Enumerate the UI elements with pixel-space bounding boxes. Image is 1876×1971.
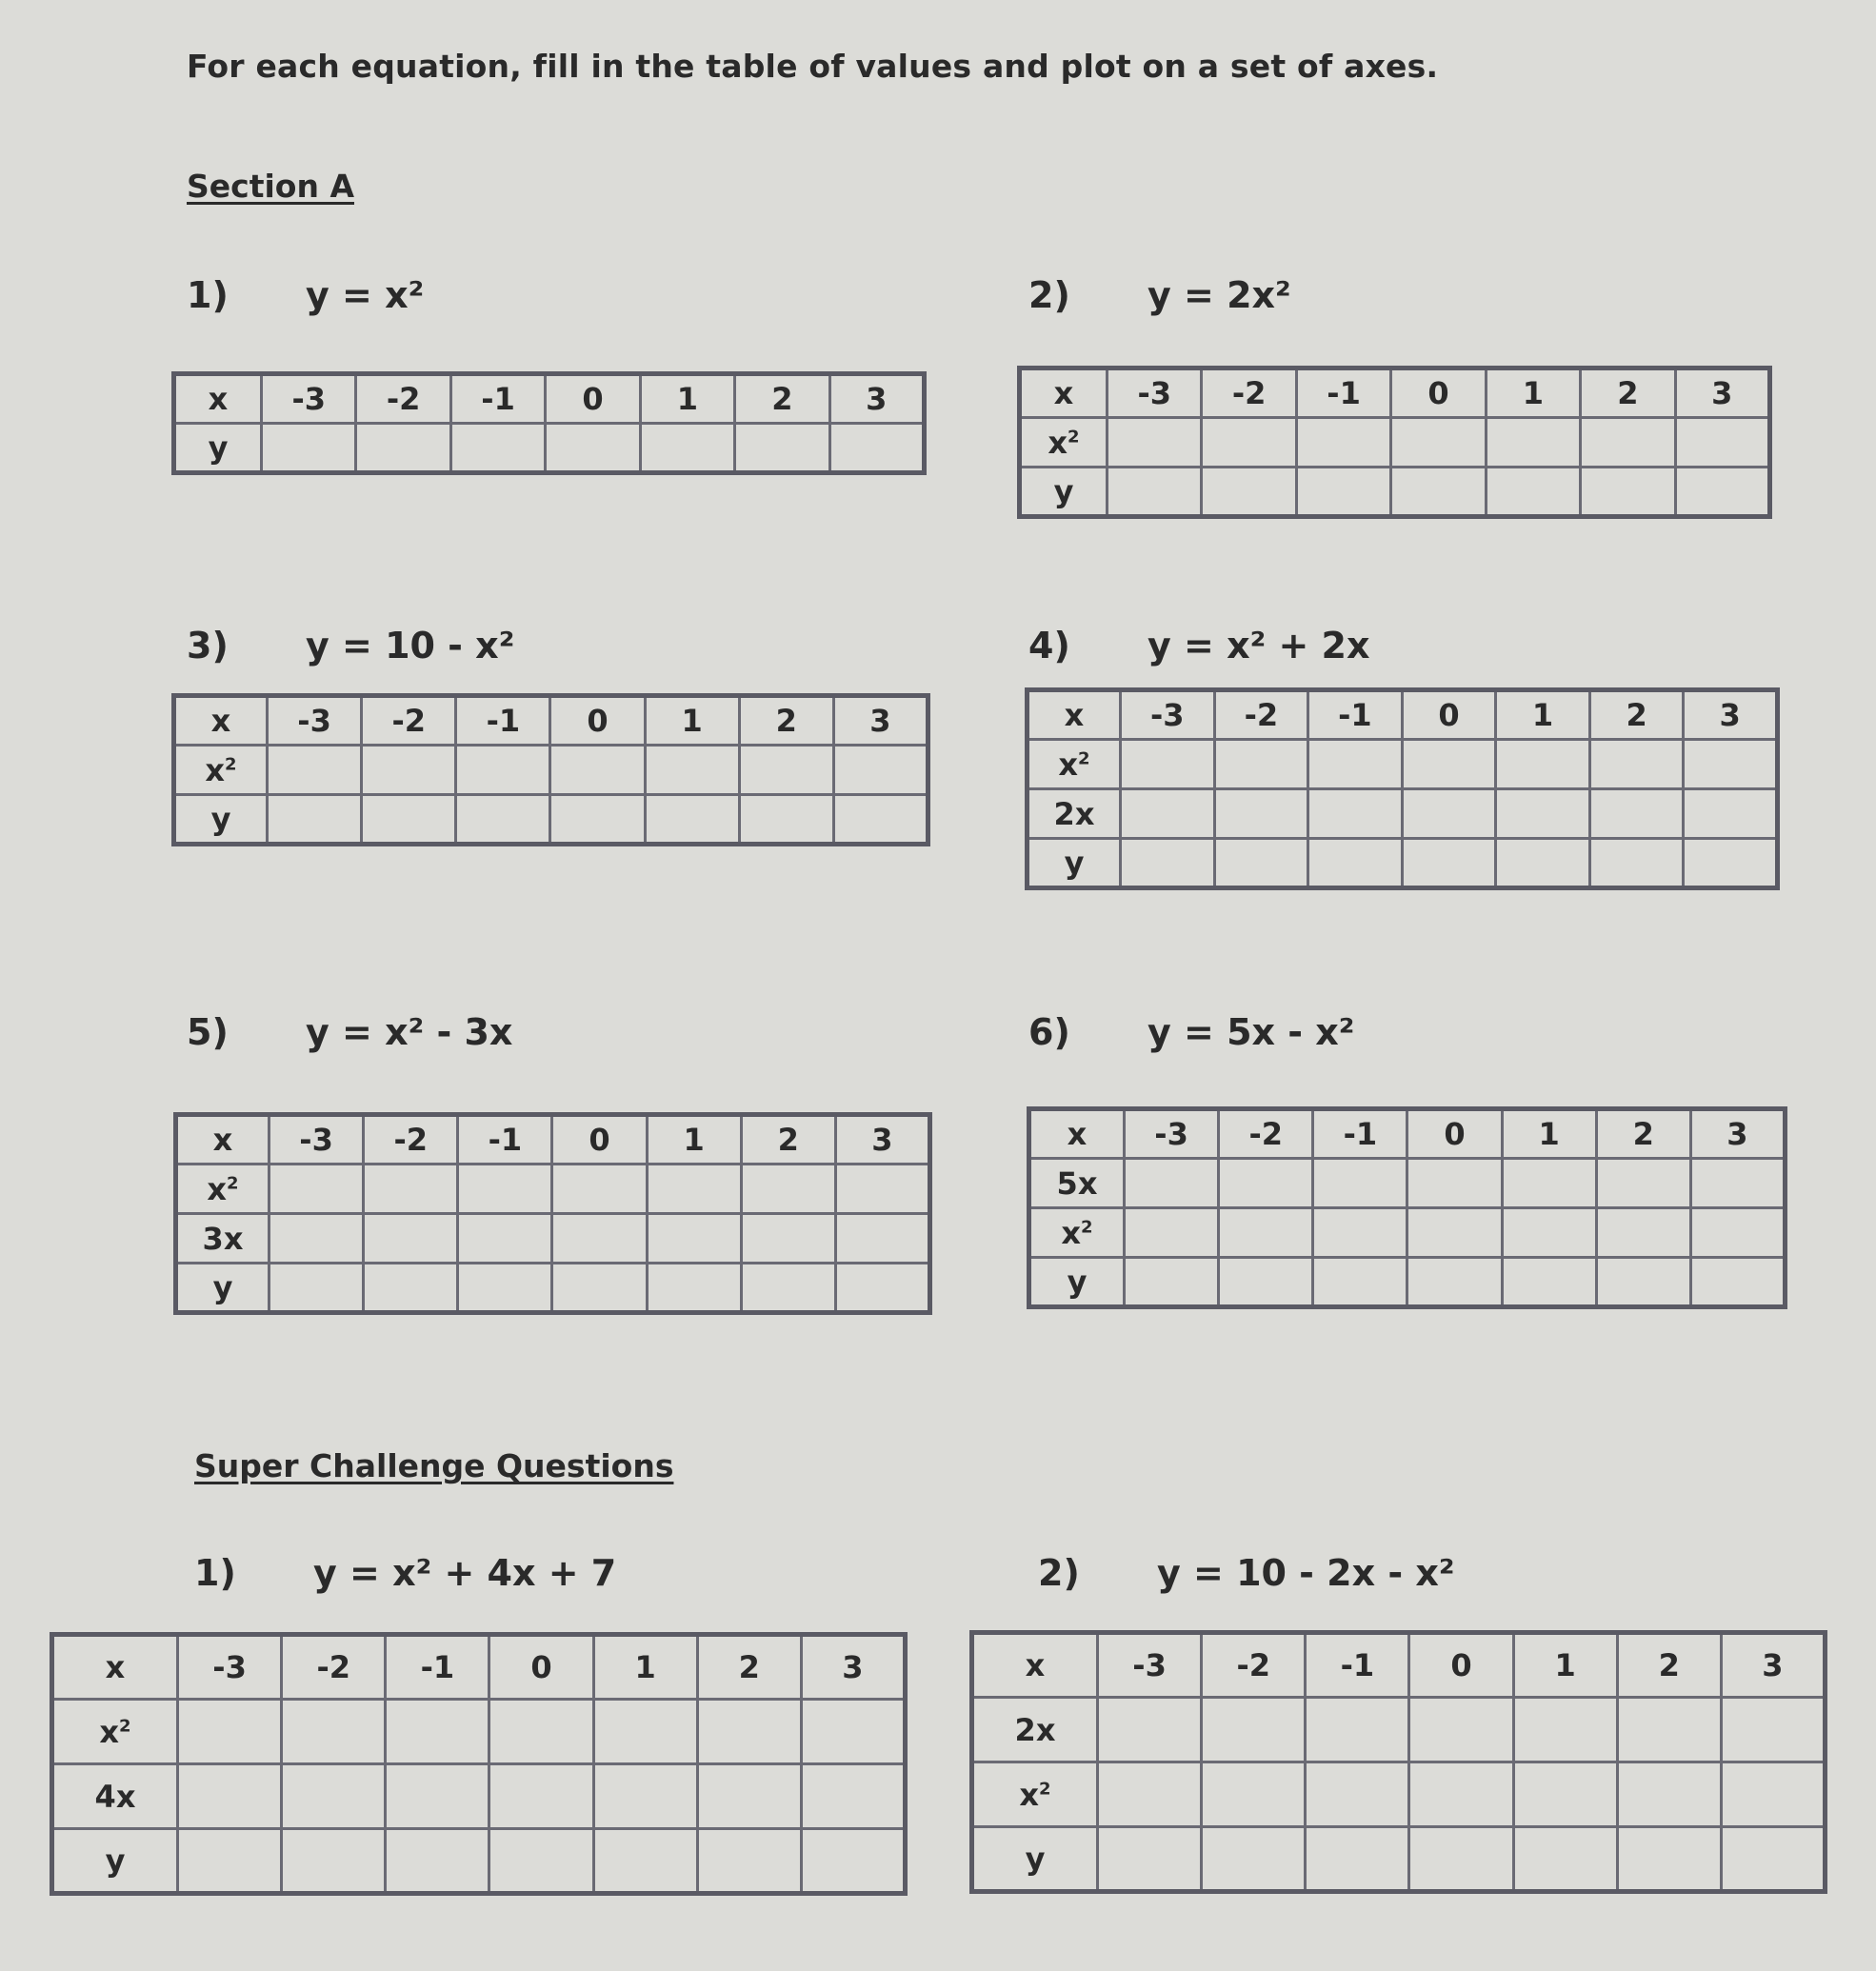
x-value-cell: -1	[1296, 368, 1390, 418]
x-value-cell: -3	[1125, 1109, 1219, 1159]
answer-cell[interactable]	[1721, 1827, 1825, 1892]
x-value-cell: 3	[801, 1635, 905, 1700]
answer-cell[interactable]	[1407, 1159, 1502, 1208]
question-number: 1)	[187, 274, 229, 316]
answer-cell[interactable]	[178, 1829, 282, 1894]
answer-cell[interactable]	[1502, 1258, 1596, 1307]
row-label: y	[1020, 468, 1108, 517]
x-value-cell: -2	[356, 374, 450, 424]
answer-cell[interactable]	[552, 1264, 647, 1313]
x-value-cell: 3	[835, 1115, 929, 1165]
answer-cell[interactable]	[1296, 418, 1390, 468]
table-row	[972, 1827, 1826, 1892]
answer-cell[interactable]	[1125, 1208, 1219, 1258]
x-value-cell: 2	[1596, 1109, 1690, 1159]
answer-cell[interactable]	[1108, 418, 1202, 468]
answer-cell[interactable]	[835, 1165, 929, 1214]
answer-cell[interactable]	[833, 795, 928, 845]
x-value-cell: 0	[489, 1635, 593, 1700]
answer-cell[interactable]	[647, 1165, 741, 1214]
question-equation: y = 10 - 2x - x²	[1157, 1552, 1455, 1594]
table-row	[52, 1764, 906, 1829]
question-number: 2)	[1028, 274, 1070, 316]
answer-cell[interactable]	[1098, 1762, 1202, 1827]
x-values-row	[1020, 368, 1770, 418]
answer-cell[interactable]	[1690, 1159, 1785, 1208]
x-value-cell: 0	[552, 1115, 647, 1165]
answer-cell[interactable]	[356, 424, 450, 473]
answer-cell[interactable]	[552, 1214, 647, 1264]
answer-cell[interactable]	[456, 795, 550, 845]
table-row	[174, 424, 925, 473]
answer-cell[interactable]	[269, 1214, 364, 1264]
answer-cell[interactable]	[593, 1764, 697, 1829]
x-values-row	[1029, 1109, 1786, 1159]
answer-cell[interactable]	[1596, 1258, 1690, 1307]
answer-cell[interactable]	[829, 424, 924, 473]
x-value-cell: 2	[739, 696, 833, 746]
row-label: x	[972, 1633, 1098, 1698]
answer-cell[interactable]	[1214, 839, 1308, 888]
question-number: 6)	[1028, 1011, 1070, 1053]
answer-cell[interactable]	[1391, 418, 1486, 468]
answer-cell[interactable]	[550, 795, 645, 845]
x-value-cell: 1	[1486, 368, 1580, 418]
x-value-cell: -3	[262, 374, 356, 424]
answer-cell[interactable]	[546, 424, 640, 473]
answer-cell[interactable]	[1296, 468, 1390, 517]
answer-cell[interactable]	[1581, 468, 1675, 517]
question-5-header	[187, 1011, 512, 1053]
row-label: $x^2$	[972, 1762, 1098, 1827]
answer-cell[interactable]	[1684, 789, 1778, 839]
x-value-cell: -1	[1308, 690, 1403, 740]
x-value-cell: 3	[1690, 1109, 1785, 1159]
table-row	[52, 1700, 906, 1764]
table-row	[1029, 1208, 1786, 1258]
answer-cell[interactable]	[550, 746, 645, 795]
answer-cell[interactable]	[697, 1700, 801, 1764]
answer-cell[interactable]	[647, 1264, 741, 1313]
answer-cell[interactable]	[1108, 468, 1202, 517]
x-value-cell: -2	[1202, 368, 1296, 418]
answer-cell[interactable]	[1202, 1762, 1306, 1827]
answer-cell[interactable]	[1391, 468, 1486, 517]
table-super-question-1	[50, 1632, 908, 1896]
x-value-cell: 0	[550, 696, 645, 746]
answer-cell[interactable]	[1486, 468, 1580, 517]
x-value-cell: 1	[1496, 690, 1590, 740]
table-row	[1020, 468, 1770, 517]
answer-cell[interactable]	[364, 1214, 458, 1264]
answer-cell[interactable]	[456, 746, 550, 795]
answer-cell[interactable]	[1721, 1762, 1825, 1827]
row-label: y	[1029, 1258, 1125, 1307]
answer-cell[interactable]	[1513, 1698, 1617, 1762]
answer-cell[interactable]	[1513, 1827, 1617, 1892]
answer-cell[interactable]	[645, 746, 739, 795]
answer-cell[interactable]	[697, 1764, 801, 1829]
x-value-cell: -1	[1313, 1109, 1407, 1159]
x-value-cell: 1	[1502, 1109, 1596, 1159]
answer-cell[interactable]	[735, 424, 829, 473]
answer-cell[interactable]	[739, 795, 833, 845]
row-label: x	[176, 1115, 269, 1165]
question-number: 5)	[187, 1011, 229, 1053]
table-row	[176, 1214, 930, 1264]
question-equation: y = 10 - x²	[306, 625, 515, 667]
answer-cell[interactable]	[1202, 1698, 1306, 1762]
answer-cell[interactable]	[1219, 1159, 1313, 1208]
answer-cell[interactable]	[1690, 1258, 1785, 1307]
x-value-cell: -1	[386, 1635, 489, 1700]
answer-cell[interactable]	[364, 1264, 458, 1313]
answer-cell[interactable]	[178, 1764, 282, 1829]
x-value-cell: -2	[362, 696, 456, 746]
answer-cell[interactable]	[1308, 789, 1403, 839]
x-values-row	[174, 374, 925, 424]
table-row	[1020, 418, 1770, 468]
answer-cell[interactable]	[1313, 1258, 1407, 1307]
answer-cell[interactable]	[645, 795, 739, 845]
x-value-cell: 3	[829, 374, 924, 424]
answer-cell[interactable]	[552, 1165, 647, 1214]
answer-cell[interactable]	[1402, 789, 1496, 839]
table-question-4	[1025, 687, 1780, 890]
table-row	[1029, 1159, 1786, 1208]
row-label: x	[1029, 1109, 1125, 1159]
answer-cell[interactable]	[282, 1764, 386, 1829]
question-2-header	[1028, 274, 1291, 316]
row-label: x	[52, 1635, 178, 1700]
answer-cell[interactable]	[1409, 1698, 1513, 1762]
answer-cell[interactable]	[458, 1165, 552, 1214]
answer-cell[interactable]	[1589, 740, 1684, 789]
x-values-row	[1028, 690, 1778, 740]
row-label: $x^2$	[1029, 1208, 1125, 1258]
answer-cell[interactable]	[1513, 1762, 1617, 1827]
super-question-2-header	[1038, 1552, 1455, 1594]
table-row	[176, 1264, 930, 1313]
answer-cell[interactable]	[1214, 740, 1308, 789]
table-question-6	[1027, 1106, 1787, 1309]
answer-cell[interactable]	[1125, 1258, 1219, 1307]
question-number: 3)	[187, 625, 229, 667]
table-super-question-2	[969, 1630, 1827, 1894]
question-number: 4)	[1028, 625, 1070, 667]
answer-cell[interactable]	[1402, 740, 1496, 789]
answer-cell[interactable]	[1121, 740, 1215, 789]
row-label: x	[1020, 368, 1108, 418]
answer-cell[interactable]	[1219, 1208, 1313, 1258]
answer-cell[interactable]	[1202, 418, 1296, 468]
answer-cell[interactable]	[647, 1214, 741, 1264]
x-value-cell: -1	[458, 1115, 552, 1165]
row-label: x	[1028, 690, 1121, 740]
answer-cell[interactable]	[1098, 1827, 1202, 1892]
question-equation: y = x²	[306, 274, 425, 316]
answer-cell[interactable]	[458, 1214, 552, 1264]
answer-cell[interactable]	[1306, 1762, 1409, 1827]
question-6-header	[1028, 1011, 1354, 1053]
answer-cell[interactable]	[1306, 1827, 1409, 1892]
x-value-cell: -2	[1219, 1109, 1313, 1159]
answer-cell[interactable]	[1125, 1159, 1219, 1208]
question-1-header	[187, 274, 424, 316]
answer-cell[interactable]	[1202, 468, 1296, 517]
x-value-cell: 1	[593, 1635, 697, 1700]
row-label: y	[52, 1829, 178, 1894]
answer-cell[interactable]	[1617, 1762, 1721, 1827]
x-value-cell: 2	[735, 374, 829, 424]
answer-cell[interactable]	[282, 1700, 386, 1764]
answer-cell[interactable]	[1402, 839, 1496, 888]
x-values-row	[176, 1115, 930, 1165]
x-value-cell: -2	[1202, 1633, 1306, 1698]
x-value-cell: 1	[647, 1115, 741, 1165]
row-label: y	[972, 1827, 1098, 1892]
x-value-cell: 3	[1675, 368, 1769, 418]
row-label: $x^2$	[176, 1165, 269, 1214]
row-label: 4x	[52, 1764, 178, 1829]
answer-cell[interactable]	[269, 1264, 364, 1313]
answer-cell[interactable]	[1486, 418, 1580, 468]
answer-cell[interactable]	[1721, 1698, 1825, 1762]
answer-cell[interactable]	[1684, 740, 1778, 789]
answer-cell[interactable]	[1581, 418, 1675, 468]
x-value-cell: 0	[546, 374, 640, 424]
row-label: $x^2$	[52, 1700, 178, 1764]
x-value-cell: 0	[1407, 1109, 1502, 1159]
answer-cell[interactable]	[1675, 418, 1769, 468]
question-equation: y = x² + 2x	[1148, 625, 1370, 667]
row-label: 2x	[1028, 789, 1121, 839]
answer-cell[interactable]	[1308, 839, 1403, 888]
answer-cell[interactable]	[1219, 1258, 1313, 1307]
question-equation: y = 2x²	[1148, 274, 1291, 316]
answer-cell[interactable]	[450, 424, 545, 473]
x-value-cell: -3	[178, 1635, 282, 1700]
row-label: x	[174, 696, 268, 746]
answer-cell[interactable]	[1306, 1698, 1409, 1762]
row-label: 5x	[1029, 1159, 1125, 1208]
answer-cell[interactable]	[1214, 789, 1308, 839]
answer-cell[interactable]	[833, 746, 928, 795]
question-number: 2)	[1038, 1552, 1080, 1594]
x-values-row	[174, 696, 928, 746]
answer-cell[interactable]	[1690, 1208, 1785, 1258]
x-value-cell: 0	[1391, 368, 1486, 418]
table-row	[1029, 1258, 1786, 1307]
row-label: $x^2$	[174, 746, 268, 795]
answer-cell[interactable]	[741, 1264, 835, 1313]
answer-cell[interactable]	[1313, 1208, 1407, 1258]
x-value-cell: -3	[1121, 690, 1215, 740]
answer-cell[interactable]	[739, 746, 833, 795]
question-number: 1)	[194, 1552, 236, 1594]
answer-cell[interactable]	[741, 1214, 835, 1264]
x-values-row	[52, 1635, 906, 1700]
answer-cell[interactable]	[262, 424, 356, 473]
answer-cell[interactable]	[1098, 1698, 1202, 1762]
question-equation: y = x² - 3x	[306, 1011, 513, 1053]
table-row	[1028, 839, 1778, 888]
question-equation: y = 5x - x²	[1148, 1011, 1355, 1053]
answer-cell[interactable]	[1502, 1208, 1596, 1258]
answer-cell[interactable]	[1589, 789, 1684, 839]
x-value-cell: 3	[1684, 690, 1778, 740]
answer-cell[interactable]	[593, 1700, 697, 1764]
table-row	[52, 1829, 906, 1894]
row-label: 3x	[176, 1214, 269, 1264]
answer-cell[interactable]	[1496, 789, 1590, 839]
x-value-cell: -1	[1306, 1633, 1409, 1698]
x-value-cell: -3	[269, 1115, 364, 1165]
answer-cell[interactable]	[1202, 1827, 1306, 1892]
answer-cell[interactable]	[1684, 839, 1778, 888]
answer-cell[interactable]	[489, 1764, 593, 1829]
x-value-cell: -2	[282, 1635, 386, 1700]
table-row	[972, 1698, 1826, 1762]
answer-cell[interactable]	[1409, 1827, 1513, 1892]
x-value-cell: 2	[1617, 1633, 1721, 1698]
answer-cell[interactable]	[268, 746, 362, 795]
answer-cell[interactable]	[835, 1264, 929, 1313]
table-row	[1028, 740, 1778, 789]
answer-cell[interactable]	[364, 1165, 458, 1214]
answer-cell[interactable]	[1409, 1762, 1513, 1827]
row-label: y	[176, 1264, 269, 1313]
answer-cell[interactable]	[835, 1214, 929, 1264]
answer-cell[interactable]	[386, 1700, 489, 1764]
row-label: $x^2$	[1020, 418, 1108, 468]
answer-cell[interactable]	[801, 1829, 905, 1894]
answer-cell[interactable]	[1502, 1159, 1596, 1208]
row-label: 2x	[972, 1698, 1098, 1762]
row-label: y	[174, 795, 268, 845]
answer-cell[interactable]	[640, 424, 734, 473]
row-label: x	[174, 374, 262, 424]
answer-cell[interactable]	[1675, 468, 1769, 517]
table-row	[1028, 789, 1778, 839]
question-equation: y = x² + 4x + 7	[313, 1552, 617, 1594]
answer-cell[interactable]	[1121, 789, 1215, 839]
super-question-1-header	[194, 1552, 616, 1594]
answer-cell[interactable]	[1407, 1208, 1502, 1258]
x-value-cell: -1	[450, 374, 545, 424]
answer-cell[interactable]	[269, 1165, 364, 1214]
x-value-cell: 1	[645, 696, 739, 746]
table-row	[972, 1762, 1826, 1827]
answer-cell[interactable]	[1308, 740, 1403, 789]
answer-cell[interactable]	[362, 746, 456, 795]
answer-cell[interactable]	[386, 1829, 489, 1894]
answer-cell[interactable]	[1121, 839, 1215, 888]
answer-cell[interactable]	[801, 1700, 905, 1764]
super-challenge-heading: Super Challenge Questions	[194, 1447, 674, 1484]
answer-cell[interactable]	[593, 1829, 697, 1894]
question-4-header	[1028, 625, 1369, 667]
x-values-row	[972, 1633, 1826, 1698]
answer-cell[interactable]	[1596, 1208, 1690, 1258]
answer-cell[interactable]	[1496, 839, 1590, 888]
table-question-1	[171, 371, 927, 475]
x-value-cell: -2	[364, 1115, 458, 1165]
x-value-cell: 3	[833, 696, 928, 746]
x-value-cell: 2	[1581, 368, 1675, 418]
x-value-cell: -3	[1098, 1633, 1202, 1698]
answer-cell[interactable]	[1617, 1827, 1721, 1892]
table-question-5	[173, 1112, 932, 1315]
x-value-cell: -3	[268, 696, 362, 746]
answer-cell[interactable]	[1596, 1159, 1690, 1208]
instruction-text: For each equation, fill in the table of values and plot on a set of axes.	[187, 48, 1439, 85]
section-a-heading: Section A	[187, 168, 354, 205]
answer-cell[interactable]	[1617, 1698, 1721, 1762]
answer-cell[interactable]	[489, 1829, 593, 1894]
x-value-cell: 1	[1513, 1633, 1617, 1698]
answer-cell[interactable]	[801, 1764, 905, 1829]
answer-cell[interactable]	[362, 795, 456, 845]
answer-cell[interactable]	[1407, 1258, 1502, 1307]
table-row	[176, 1165, 930, 1214]
row-label: $x^2$	[1028, 740, 1121, 789]
answer-cell[interactable]	[1589, 839, 1684, 888]
answer-cell[interactable]	[282, 1829, 386, 1894]
answer-cell[interactable]	[268, 795, 362, 845]
x-value-cell: 0	[1409, 1633, 1513, 1698]
x-value-cell: -1	[456, 696, 550, 746]
table-row	[174, 795, 928, 845]
row-label: y	[1028, 839, 1121, 888]
x-value-cell: 3	[1721, 1633, 1825, 1698]
x-value-cell: 1	[640, 374, 734, 424]
answer-cell[interactable]	[386, 1764, 489, 1829]
x-value-cell: 0	[1402, 690, 1496, 740]
row-label: y	[174, 424, 262, 473]
x-value-cell: 2	[741, 1115, 835, 1165]
x-value-cell: -3	[1108, 368, 1202, 418]
answer-cell[interactable]	[697, 1829, 801, 1894]
answer-cell[interactable]	[489, 1700, 593, 1764]
table-question-2	[1017, 366, 1772, 519]
answer-cell[interactable]	[458, 1264, 552, 1313]
question-3-header	[187, 625, 514, 667]
x-value-cell: -2	[1214, 690, 1308, 740]
table-question-3	[171, 693, 930, 846]
x-value-cell: 2	[697, 1635, 801, 1700]
x-value-cell: 2	[1589, 690, 1684, 740]
answer-cell[interactable]	[1313, 1159, 1407, 1208]
answer-cell[interactable]	[741, 1165, 835, 1214]
table-row	[174, 746, 928, 795]
answer-cell[interactable]	[178, 1700, 282, 1764]
answer-cell[interactable]	[1496, 740, 1590, 789]
